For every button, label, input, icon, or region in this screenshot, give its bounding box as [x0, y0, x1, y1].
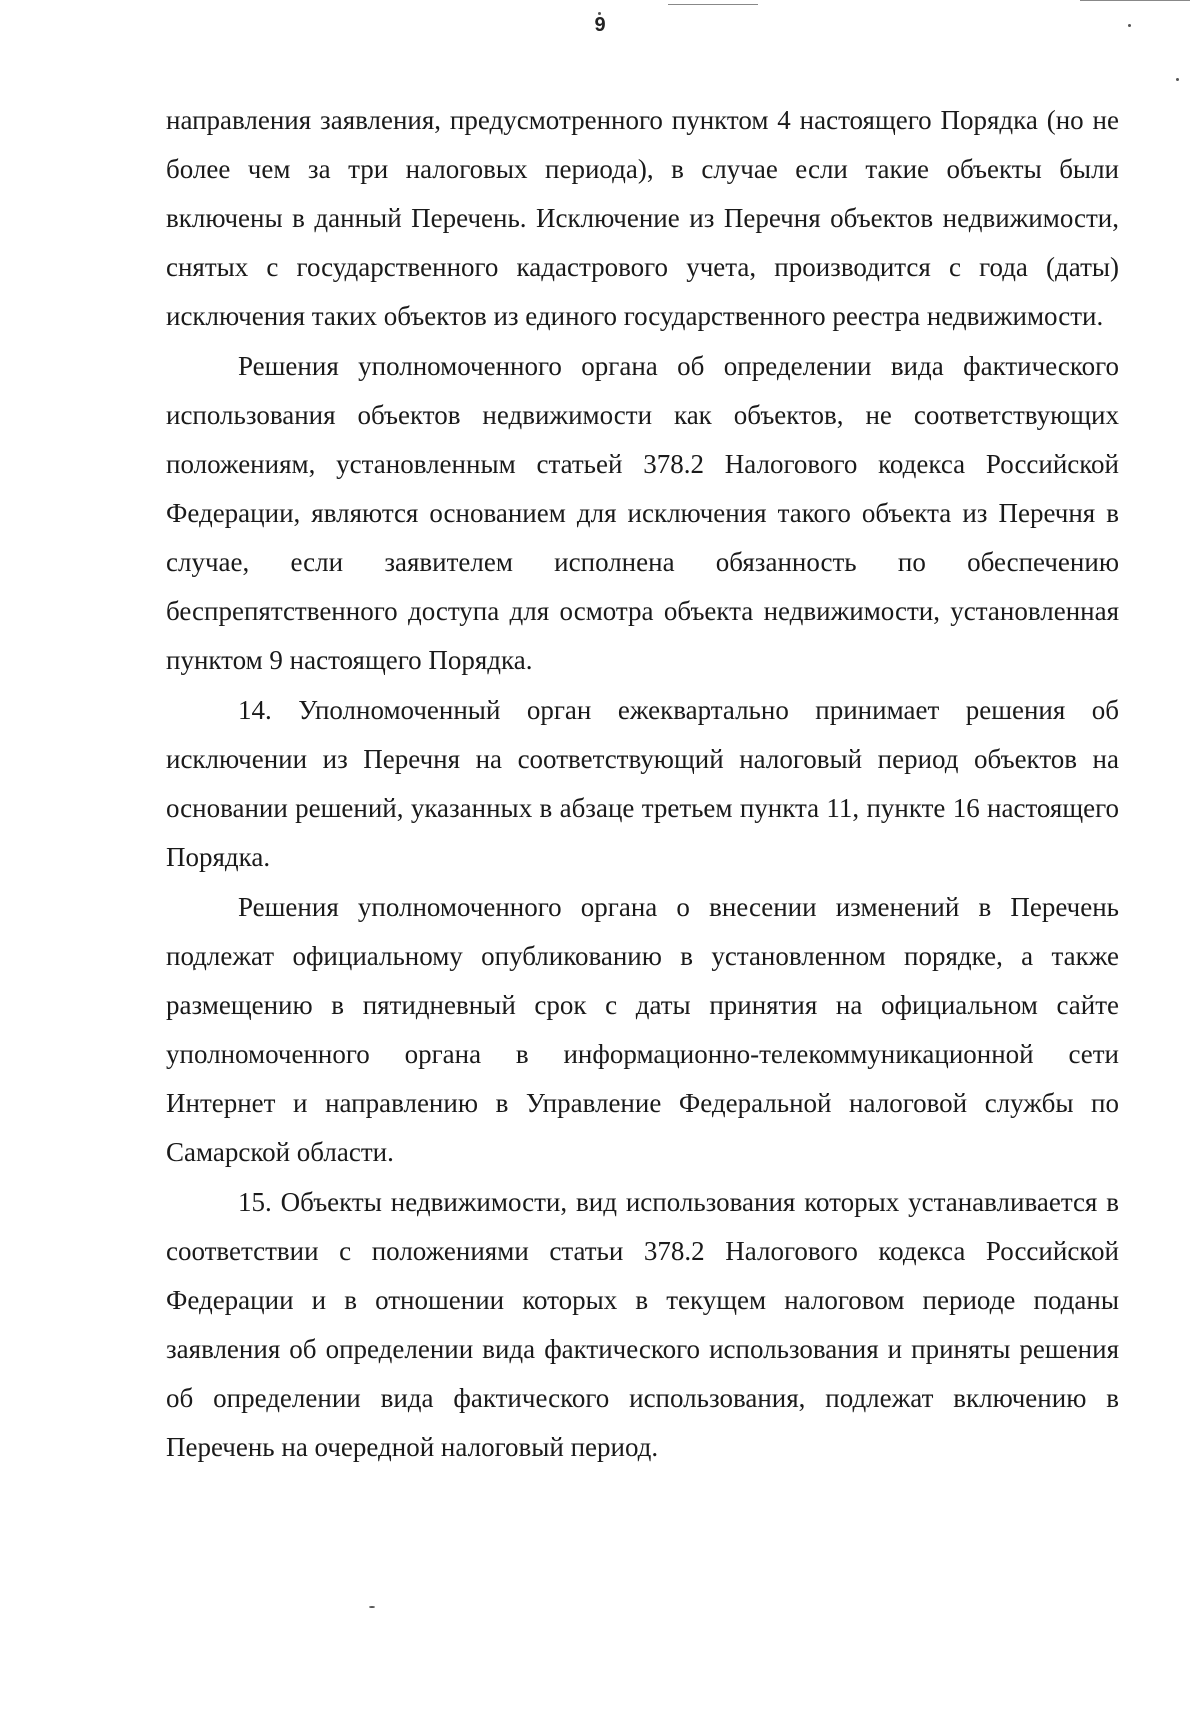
paragraph-decisions-exclusion: Решения уполномоченного органа об определении вида фактического использования объектов недвижимости как объектов, не соответствующих положениям, установленным статьей 378.2 Налогового кодекса Российской Федерации, являются основанием для исключения такого объекта из Перечня в случае, если заявителем исполнена обязанность по обеспечению беспрепятственного доступа для осмотра объекта недвижимости, установленная пунктом 9 настоящего Порядка.	[166, 351, 1119, 675]
page-number: 9	[594, 14, 606, 36]
scan-artifact-top-line-right	[1080, 0, 1190, 1]
paragraph-decisions-publication: Решения уполномоченного органа о внесении изменений в Перечень подлежат официальному опубликованию в установленном порядке, а также размещению в пятидневный срок с даты принятия на официальном сайте уполномоченного органа в информационно-телекоммуникационной сети Интернет и направлению в Управление Федеральной налоговой службы по Самарской области.	[166, 892, 1119, 1167]
document-body	[166, 96, 1119, 1473]
scan-artifact-dot	[1176, 78, 1179, 81]
paragraph-continuation: направления заявления, предусмотренного пунктом 4 настоящего Порядка (но не более чем за три налоговых периода), в случае если такие объекты были включены в данный Перечень. Исключение из Перечня объектов недвижимости, снятых с государственного кадастрового учета, производится с года (даты) исключения таких объектов из единого государственного реестра недвижимости.	[166, 105, 1119, 331]
scan-artifact-top-line	[668, 4, 758, 5]
paragraph-item-15: 15. Объекты недвижимости, вид использования которых устанавливается в соответствии с положениями статьи 378.2 Налогового кодекса Российской Федерации и в отношении которых в текущем налоговом периоде поданы заявления об определении вида фактического использования и приняты решения об определении вида фактического использования, подлежат включению в Перечень на очередной налоговый период.	[166, 1187, 1119, 1462]
paragraph-item-14: 14. Уполномоченный орган ежеквартально принимает решения об исключении из Перечня на соответствующий налоговый период объектов на основании решений, указанных в абзаце третьем пункта 11, пункте 16 настоящего Порядка.	[166, 695, 1119, 872]
scan-artifact-dot	[369, 1606, 375, 1608]
